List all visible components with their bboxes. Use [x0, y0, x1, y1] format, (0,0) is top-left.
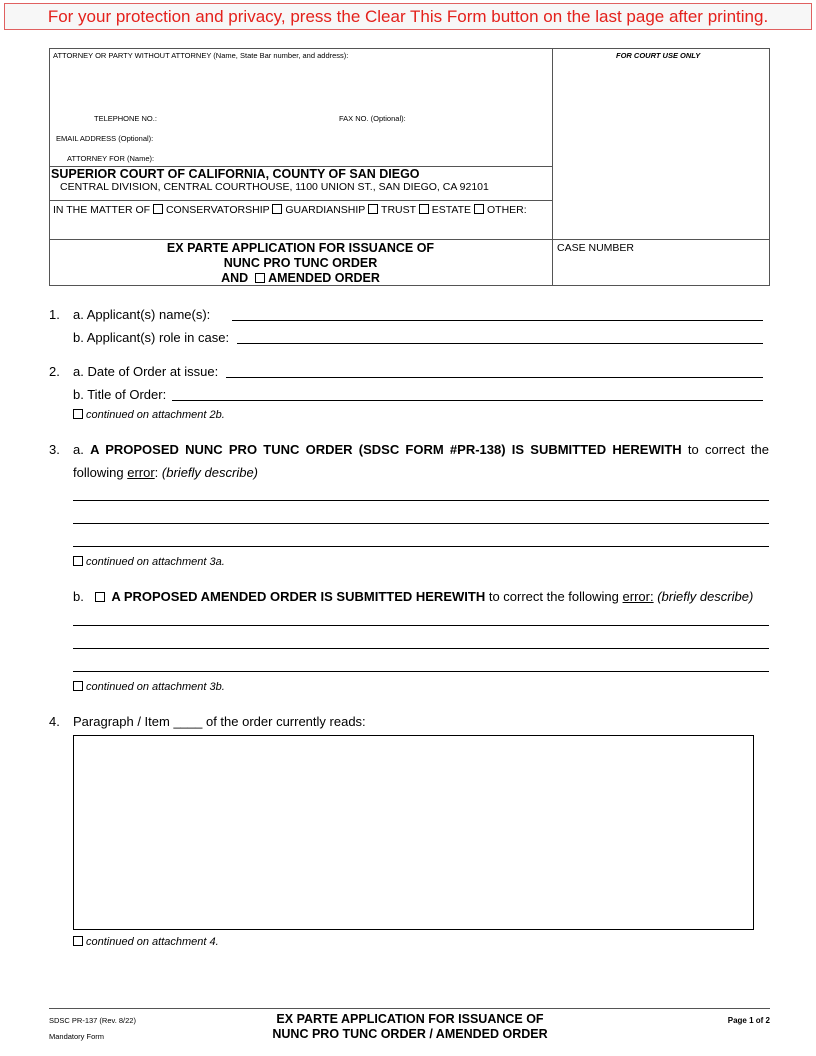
- item-3b-line-1[interactable]: [73, 625, 769, 626]
- item-3a-line-1[interactable]: [73, 500, 769, 501]
- item-3b-prefix: b.: [73, 589, 84, 604]
- item-2a-field[interactable]: [226, 376, 763, 378]
- cont-3b-row: [73, 681, 225, 693]
- item-3a-line1: [73, 442, 769, 457]
- trust-checkbox[interactable]: [368, 204, 378, 214]
- cont-3b-checkbox[interactable]: [73, 681, 83, 691]
- item-3a-colon: :: [154, 465, 159, 480]
- form-title-line2: NUNC PRO TUNC ORDER: [223, 256, 378, 270]
- attorney-label: ATTORNEY OR PARTY WITHOUT ATTORNEY (Name, State Bar number, and address):: [53, 51, 349, 60]
- item-3a-following: following: [73, 465, 124, 480]
- item-3b-error: error:: [622, 589, 654, 604]
- item-3a-line2: [73, 465, 258, 480]
- footer-mandatory: Mandatory Form: [49, 1032, 105, 1041]
- other-label: OTHER:: [486, 204, 527, 216]
- cont-2b-row: [73, 409, 225, 421]
- court-address: CENTRAL DIVISION, CENTRAL COURTHOUSE, 1100 UNION ST., SAN DIEGO, CA 92101: [60, 181, 489, 193]
- item-3a-rest: to correct the: [687, 442, 769, 457]
- matter-label: IN THE MATTER OF: [53, 204, 151, 216]
- item-3b-bold: A PROPOSED AMENDED ORDER IS SUBMITTED HEREWITH: [111, 589, 486, 604]
- other-checkbox[interactable]: [474, 204, 484, 214]
- court-use-label: FOR COURT USE ONLY: [616, 51, 701, 60]
- trust-label: TRUST: [381, 204, 416, 216]
- conservatorship-label: CONSERVATORSHIP: [165, 204, 270, 216]
- item-3a-prefix: a.: [73, 442, 84, 457]
- guardianship-label: GUARDIANSHIP: [285, 204, 366, 216]
- cont-3a-checkbox[interactable]: [73, 556, 83, 566]
- privacy-banner: For your protection and privacy, press the Clear This Form button on the last page after printing.: [4, 3, 812, 30]
- footer-form-id: SDSC PR-137 (Rev. 8/22): [49, 1016, 136, 1025]
- item-1b-label: b. Applicant(s) role in case:: [73, 330, 230, 345]
- footer-page: Page 1 of 2: [727, 1016, 770, 1025]
- cont-4-row: [73, 936, 219, 948]
- item-1a-label: a. Applicant(s) name(s):: [73, 307, 211, 322]
- conservatorship-checkbox[interactable]: [153, 204, 163, 214]
- cont-4-label: continued on attachment 4.: [86, 936, 219, 948]
- guardianship-checkbox[interactable]: [272, 204, 282, 214]
- footer-title: [230, 1012, 590, 1042]
- item-1a-field[interactable]: [232, 319, 763, 321]
- item-3b-line-2[interactable]: [73, 648, 769, 649]
- cont-3a-row: [73, 556, 225, 568]
- caption-rule-3: [49, 239, 770, 240]
- caption-divider: [552, 48, 553, 286]
- cont-2b-label: continued on attachment 2b.: [86, 409, 225, 421]
- item-4-text-area[interactable]: [73, 735, 754, 930]
- email-label: EMAIL ADDRESS (Optional):: [56, 134, 154, 143]
- item-3a-line-2[interactable]: [73, 523, 769, 524]
- caption-rule-2: [49, 200, 552, 201]
- item-2b-field[interactable]: [172, 399, 763, 401]
- item-4-label: Paragraph / Item ____ of the order currently reads:: [73, 714, 366, 729]
- item-3-number: 3.: [49, 442, 60, 457]
- form-title-and: AND: [221, 271, 249, 285]
- item-3b-checkbox[interactable]: [95, 592, 105, 602]
- item-1b-field[interactable]: [237, 342, 763, 344]
- footer-rule: [49, 1008, 770, 1009]
- cont-3b-label: continued on attachment 3b.: [86, 681, 225, 693]
- form-title-amended: AMENDED ORDER: [268, 271, 380, 285]
- item-1-number: 1.: [49, 307, 60, 322]
- form-title-line3: [49, 271, 552, 286]
- item-2-number: 2.: [49, 364, 60, 379]
- item-3a-line-3[interactable]: [73, 546, 769, 547]
- item-3a-brief: (briefly describe): [161, 465, 259, 480]
- cont-2b-checkbox[interactable]: [73, 409, 83, 419]
- attorney-for-label: ATTORNEY FOR (Name):: [67, 154, 155, 163]
- item-4-number: 4.: [49, 714, 60, 729]
- telephone-label: TELEPHONE NO.:: [94, 114, 157, 123]
- item-3b-rest: to correct the following: [488, 589, 619, 604]
- item-3b-line-3[interactable]: [73, 671, 769, 672]
- item-2b-label: b. Title of Order:: [73, 387, 167, 402]
- footer-title-line1: EX PARTE APPLICATION FOR ISSUANCE OF: [276, 1012, 544, 1026]
- estate-label: ESTATE: [431, 204, 472, 216]
- item-3b-line: [73, 589, 753, 604]
- case-number-label: CASE NUMBER: [557, 242, 635, 254]
- amended-order-checkbox[interactable]: [255, 273, 265, 283]
- fax-label: FAX NO. (Optional):: [339, 114, 406, 123]
- form-title-line1: EX PARTE APPLICATION FOR ISSUANCE OF: [166, 241, 435, 255]
- item-3b-brief: (briefly describe): [657, 589, 754, 604]
- item-3a-bold: A PROPOSED NUNC PRO TUNC ORDER (SDSC FORM #PR-138) IS SUBMITTED HEREWITH: [90, 442, 682, 457]
- form-title: [49, 241, 552, 286]
- item-3a-error: error: [127, 465, 155, 480]
- cont-3a-label: continued on attachment 3a.: [86, 556, 225, 568]
- cont-4-checkbox[interactable]: [73, 936, 83, 946]
- footer-title-line2: NUNC PRO TUNC ORDER / AMENDED ORDER: [272, 1027, 548, 1041]
- court-name: SUPERIOR COURT OF CALIFORNIA, COUNTY OF SAN DIEGO: [51, 167, 420, 181]
- item-2a-label: a. Date of Order at issue:: [73, 364, 219, 379]
- matter-row: [53, 204, 527, 216]
- estate-checkbox[interactable]: [419, 204, 429, 214]
